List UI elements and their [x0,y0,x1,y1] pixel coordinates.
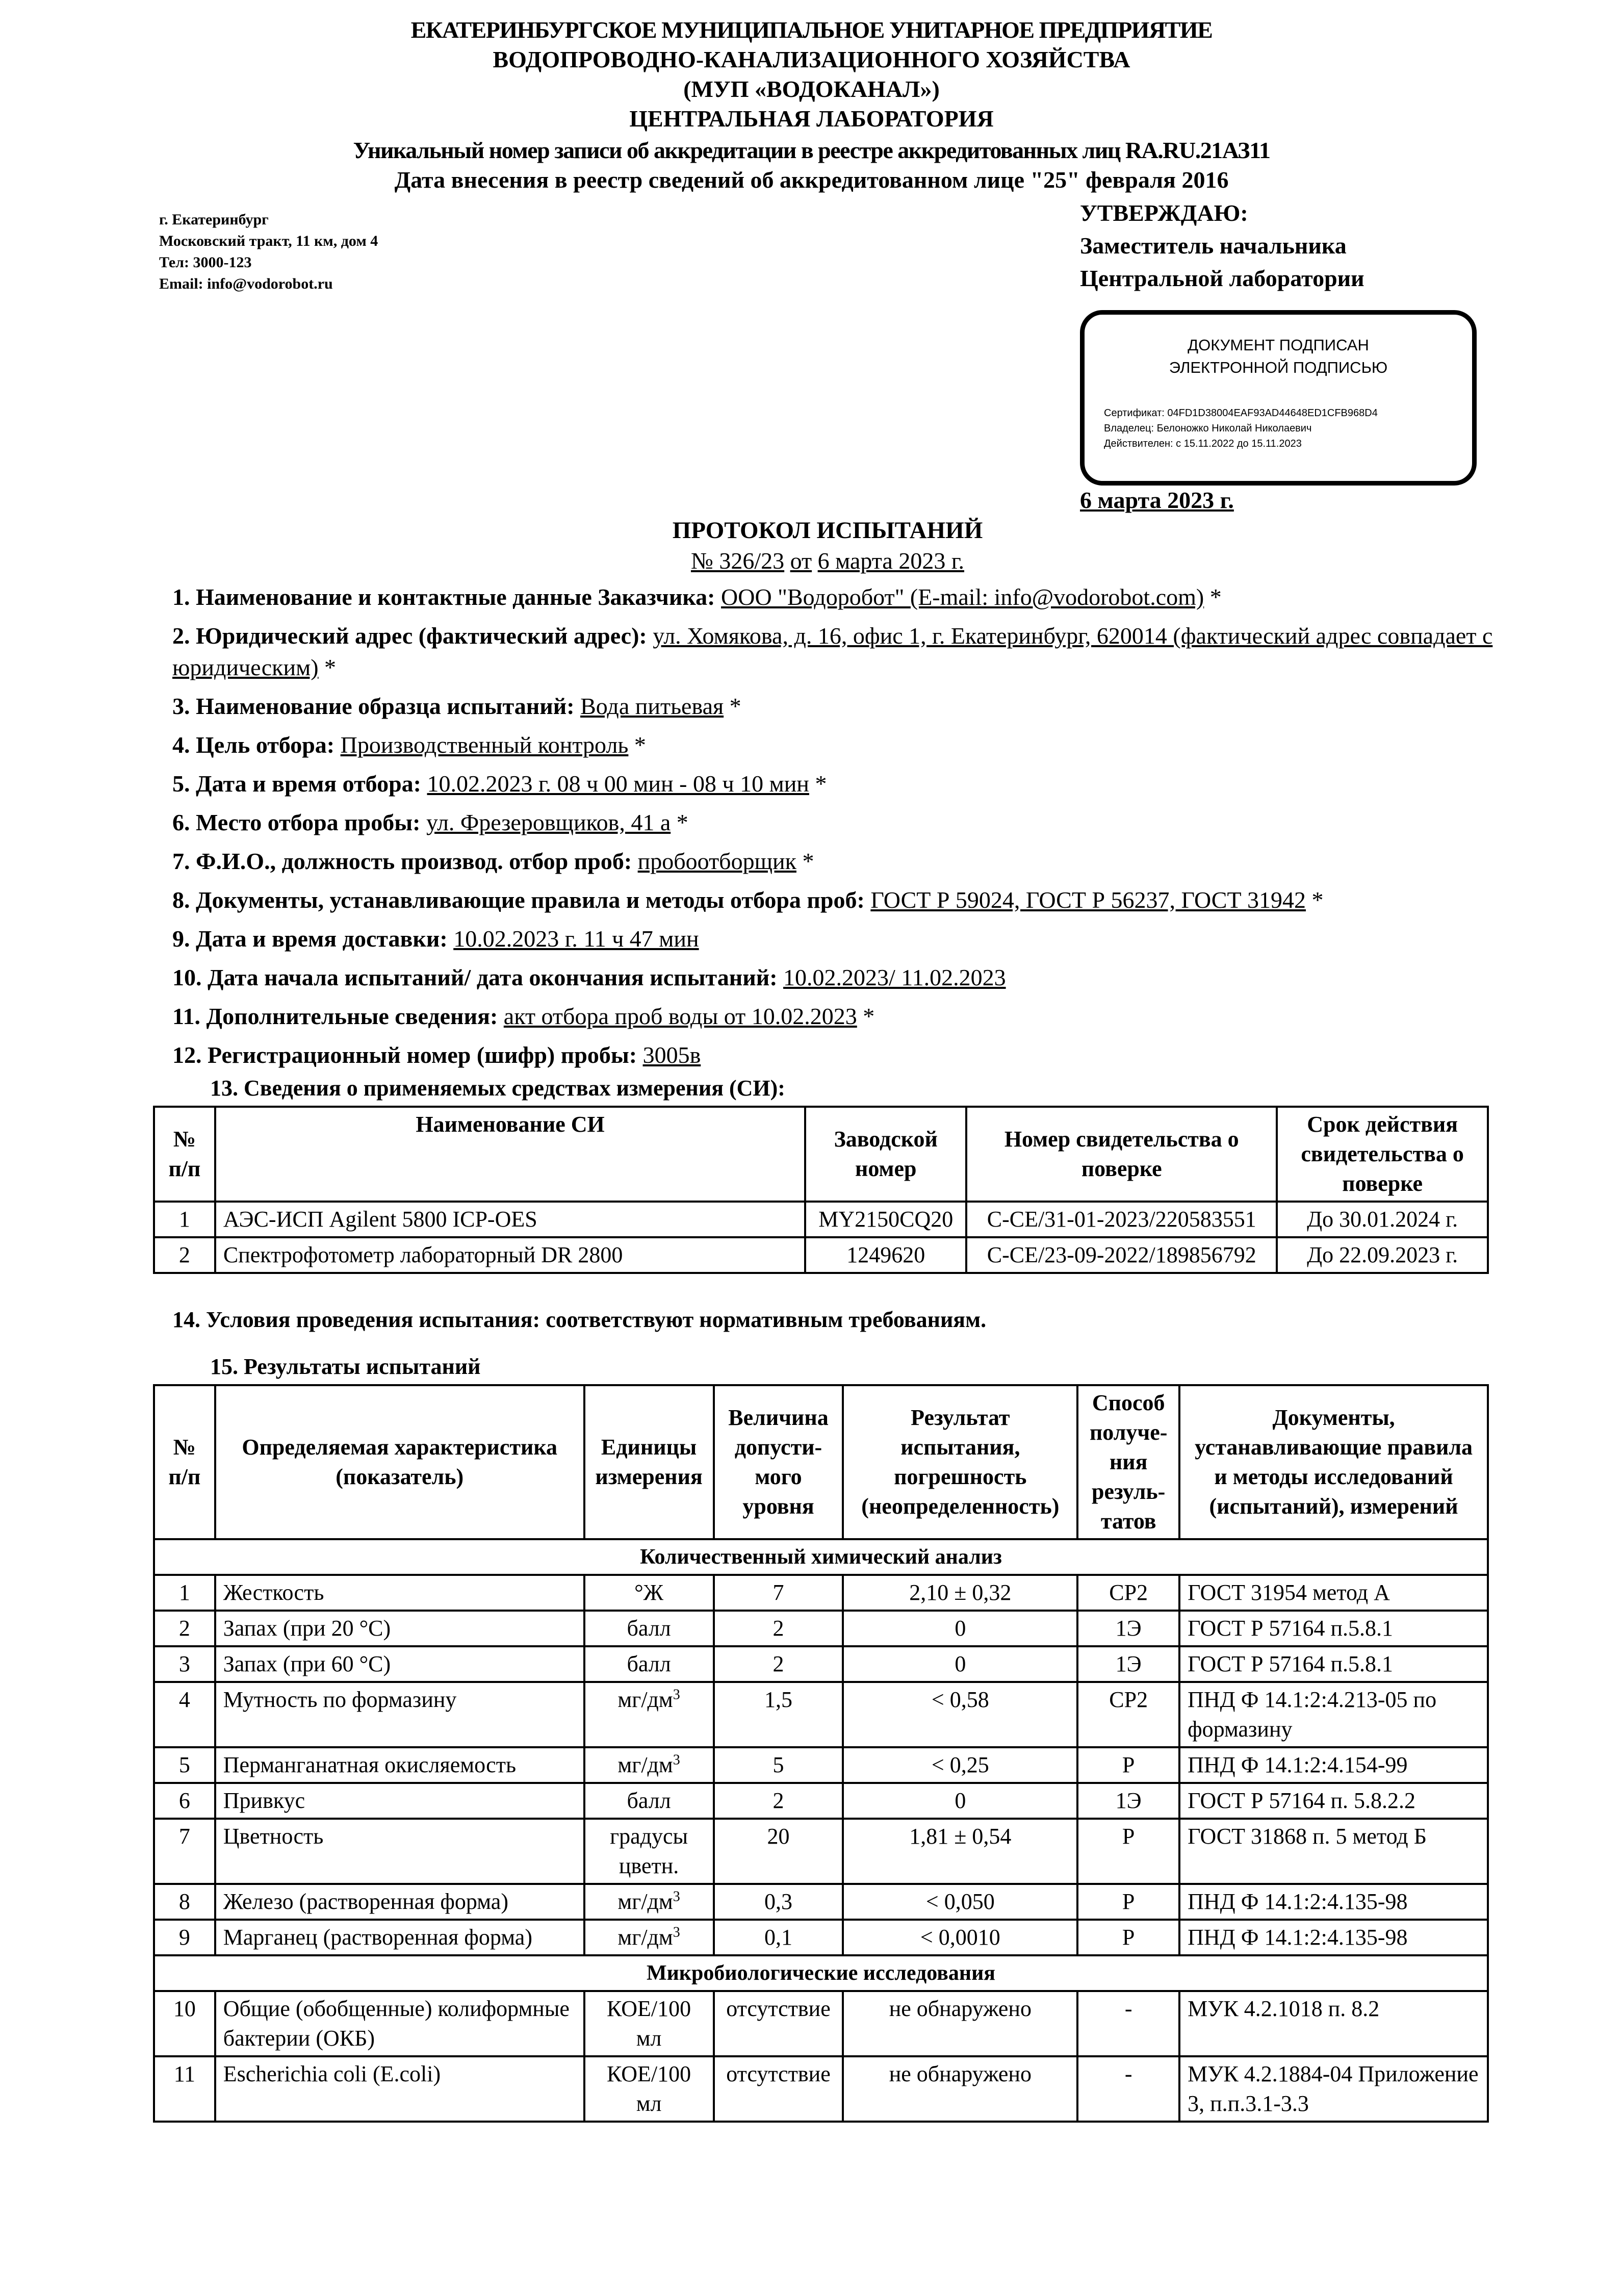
table-row: 1 АЭС-ИСП Agilent 5800 ICP-OES MY2150CQ20 С-СЕ/31-01-2023/220583551 До 30.01.2024 г. [154,1202,1488,1237]
approval-block [1080,197,1364,295]
field-delivery-datetime: 9. Дата и время доставки: 10.02.2023 г. 11 ч 47 мин [172,926,699,952]
table-row: 4 Мутность по формазину $мг/дм^3$ 1,5 < 0,58 СР2 ПНД Ф 14.1:2:4.213-05 по формазину [154,1682,1488,1747]
contact-address: Московский тракт, 11 км, дом 4 [159,233,378,249]
accreditation-number: Уникальный номер записи об аккредитации в реестре аккредитованных лиц RA.RU.21АЗ11 [353,137,1270,163]
si-table [153,1106,1489,1274]
table-row: 6 Привкус балл 2 0 1Э ГОСТ Р 57164 п. 5.8.2.2 [154,1783,1488,1819]
contact-phone: Тел: 3000-123 [159,254,252,271]
table-row: 11 Escherichia coli (E.coli) КОЕ/100 мл отсутствие не обнаружено - МУК 4.2.1884-04 Приложение 3, п.п.3.1-3.3 [154,2056,1488,2122]
si-section-title: 13. Сведения о применяемых средствах измерения (СИ): [210,1076,785,1101]
results-header-units: Единицы измерения [584,1385,714,1539]
approval-position-1: Заместитель начальника [1080,233,1347,259]
e-signature-stamp [1080,310,1477,486]
org-name-line1: ЕКАТЕРИНБУРГСКОЕ МУНИЦИПАЛЬНОЕ УНИТАРНОЕ ПРЕДПРИЯТИЕ [410,17,1213,43]
field-additional-info: 11. Дополнительные сведения: акт отбора проб воды от 10.02.2023 * [172,1003,875,1029]
approval-date: 6 марта 2023 г. [1080,487,1234,513]
table-row: 7 Цветность градусы цветн. 20 1,81 ± 0,54 Р ГОСТ 31868 п. 5 метод Б [154,1819,1488,1884]
field-sampling-place: 6. Место отбора пробы: ул. Фрезеровщиков, 41 а * [172,809,688,835]
results-table [153,1384,1489,2123]
field-sampling-documents: 8. Документы, устанавливающие правила и методы отбора проб: ГОСТ Р 59024, ГОСТ Р 56237, ГОСТ 31942 * [172,887,1324,913]
field-sample-name: 3. Наименование образца испытаний: Вода питьевая * [172,693,741,719]
protocol-title: ПРОТОКОЛ ИСПЫТАНИЙ [672,517,983,544]
table-row: 1 Жесткость °Ж 7 2,10 ± 0,32 СР2 ГОСТ 31954 метод А [154,1575,1488,1611]
stamp-owner: Владелец: Белоножко Николай Николаевич [1104,423,1312,434]
field-customer: 1. Наименование и контактные данные Заказчика: ООО "Водоробот" (E-mail: info@vodorobot.com) * [172,584,1222,610]
approval-title: УТВЕРЖДАЮ: [1080,200,1248,226]
organization-header [0,15,1623,195]
lab-contacts [159,209,378,295]
results-header-method: Способ получе- ния резуль- татов [1077,1385,1179,1539]
results-header-num: № п/п [154,1385,215,1539]
org-short-name: (МУП «ВОДОКАНАЛ») [683,76,940,102]
field-sampling-datetime: 5. Дата и время отбора: 10.02.2023 г. 08 ч 00 мин - 08 ч 10 мин * [172,771,827,797]
field-test-dates: 10. Дата начала испытаний/ дата окончания испытаний: 10.02.2023/ 11.02.2023 [172,964,1006,990]
results-header-documents: Документы, устанавливающие правила и методы исследований (испытаний), измерений [1179,1385,1488,1539]
group-row-microbiological: Микробиологические исследования [154,1955,1488,1991]
results-header-characteristic: Определяемая характеристика (показатель) [215,1385,584,1539]
protocol-number-line [0,546,1623,576]
approval-position-2: Центральной лаборатории [1080,265,1364,291]
table-row: 9 Марганец (растворенная форма) $мг/дм^3$ 0,1 < 0,0010 Р ПНД Ф 14.1:2:4.135-98 [154,1920,1488,1955]
contact-city: г. Екатеринбург [159,211,269,228]
field-legal-address: 2. Юридический адрес (фактический адрес): ул. Хомякова, д. 16, офис 1, г. Екатеринбург, 620014 (фактический адрес совпадает с юридическим) * [172,623,1493,680]
si-header-row [154,1107,1488,1202]
protocol-date: 6 марта 2023 г. [817,548,965,574]
stamp-certificate: Сертификат: 04FD1D38004EAF93AD44648ED1CFB968D4 [1104,407,1378,419]
si-header-serial: Заводской номер [805,1107,966,1202]
field-sampler: 7. Ф.И.О., должность производ. отбор проб: пробоотборщик * [172,848,814,874]
registry-date: Дата внесения в реестр сведений об аккредитованном лице "25" февраля 2016 [394,167,1229,193]
results-header-row [154,1385,1488,1539]
table-row: 2 Спектрофотометр лабораторный DR 2800 1249620 С-СЕ/23-09-2022/189856792 До 22.09.2023 г. [154,1237,1488,1273]
protocol-number: № 326/23 [690,548,785,574]
contact-email: Email: info@vodorobot.ru [159,275,333,292]
stamp-line-1: ДОКУМЕНТ ПОДПИСАН [1188,336,1369,354]
results-header-limit: Величина допусти- мого уровня [714,1385,843,1539]
table-row: 3 Запах (при 60 °С) балл 2 0 1Э ГОСТ Р 57164 п.5.8.1 [154,1646,1488,1682]
table-row: 10 Общие (обобщенные) колиформные бактерии (ОКБ) КОЕ/100 мл отсутствие не обнаружено - МУК 4.2.1018 п. 8.2 [154,1991,1488,2056]
field-sample-code: 12. Регистрационный номер (шифр) пробы: 3005в [172,1042,701,1068]
field-sampling-purpose: 4. Цель отбора: Производственный контроль * [172,732,646,758]
test-conditions: 14. Условия проведения испытания: соответствуют нормативным требованиям. [172,1307,987,1332]
org-name-line2: ВОДОПРОВОДНО-КАНАЛИЗАЦИОННОГО ХОЗЯЙСТВА [493,46,1130,72]
group-row-chemical: Количественный химический анализ [154,1539,1488,1575]
table-row: 2 Запах (при 20 °С) балл 2 0 1Э ГОСТ Р 57164 п.5.8.1 [154,1611,1488,1646]
si-header-num: № п/п [154,1107,215,1202]
si-header-name: Наименование СИ [215,1107,805,1202]
table-row: 8 Железо (растворенная форма) $мг/дм^3$ 0,3 < 0,050 Р ПНД Ф 14.1:2:4.135-98 [154,1884,1488,1920]
lab-name: ЦЕНТРАЛЬНАЯ ЛАБОРАТОРИЯ [629,106,994,132]
results-header-result: Результат испытания, погрешность (неопределенность) [843,1385,1077,1539]
results-section-title: 15. Результаты испытаний [210,1354,481,1379]
stamp-validity: Действителен: с 15.11.2022 до 15.11.2023 [1104,438,1302,449]
si-header-validity: Срок действия свидетельства о поверке [1277,1107,1488,1202]
si-header-certificate: Номер свидетельства о поверке [966,1107,1277,1202]
table-row: 5 Перманганатная окисляемость $мг/дм^3$ 5 < 0,25 Р ПНД Ф 14.1:2:4.154-99 [154,1747,1488,1783]
protocol-from: от [790,548,812,574]
report-fields [172,581,1498,1078]
stamp-line-2: ЭЛЕКТРОННОЙ ПОДПИСЬЮ [1169,359,1388,376]
